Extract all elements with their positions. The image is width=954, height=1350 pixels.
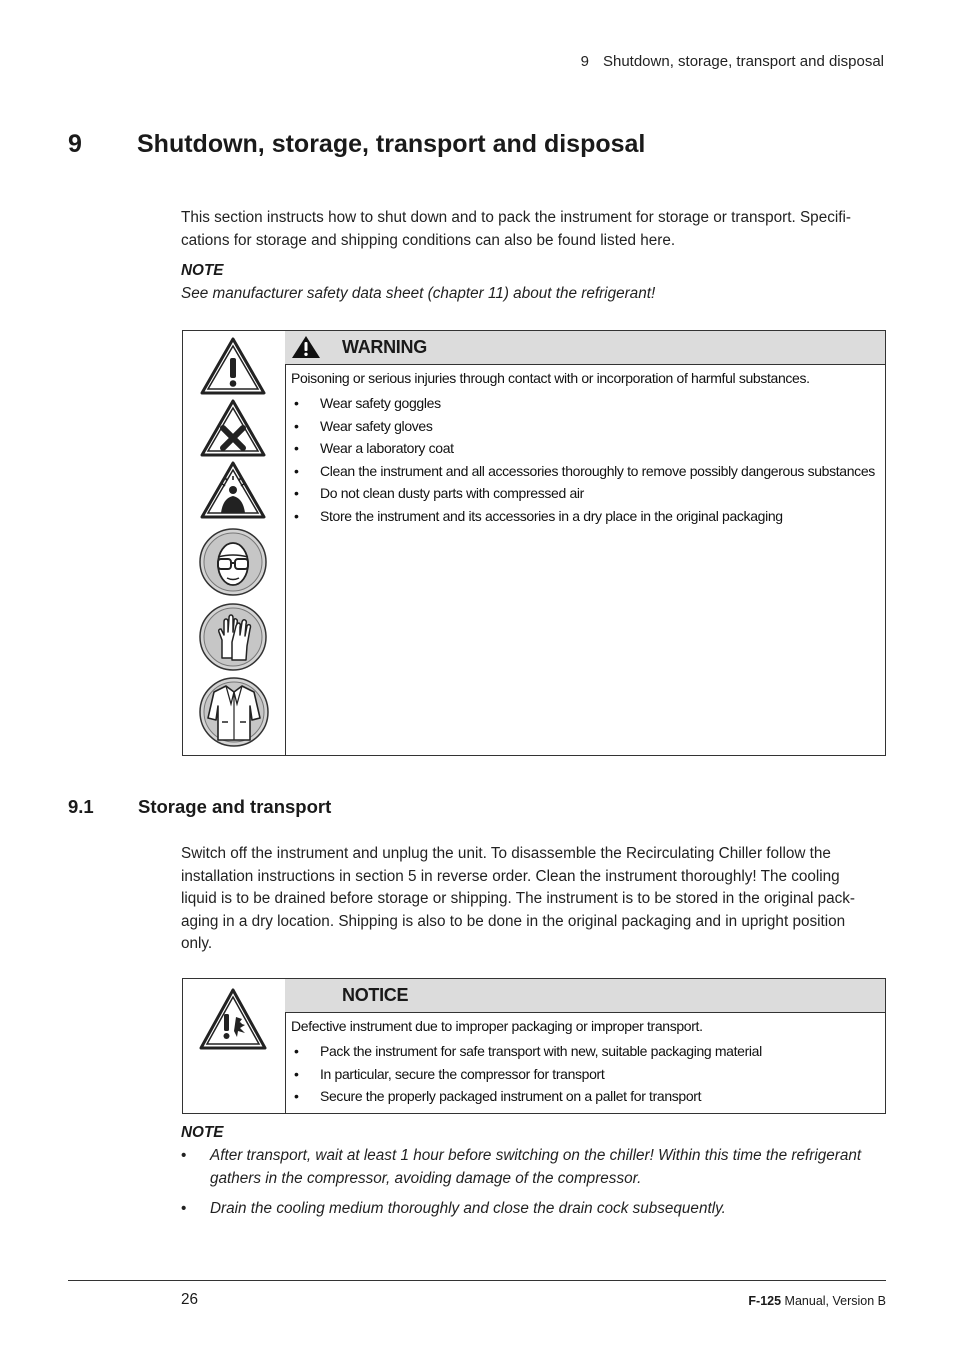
- list-item: • Clean the instrument and all accessories thoroughly to remove possibly dangerous substances: [291, 460, 879, 483]
- notice-box: [182, 978, 886, 1114]
- section-heading: [68, 796, 331, 818]
- chapter-title: Shutdown, storage, transport and disposal: [137, 130, 646, 158]
- warning-header: [285, 331, 885, 365]
- note2-list: [181, 1145, 886, 1229]
- safety-goggles-icon: [198, 527, 268, 597]
- note2-label: NOTE: [181, 1124, 224, 1141]
- harmful-substance-icon: [199, 398, 267, 458]
- lab-coat-icon: [198, 676, 270, 748]
- chapter-number: 9: [68, 130, 82, 158]
- footer-model: F-125: [748, 1294, 782, 1308]
- footer-divider: [68, 1280, 886, 1281]
- notice-header: [285, 979, 885, 1013]
- warning-title: WARNING: [342, 337, 427, 357]
- note-text: See manufacturer safety data sheet (chapter 11) about the refrigerant!: [181, 285, 656, 302]
- footer-doc-title: [748, 1294, 886, 1308]
- warning-box: [182, 330, 886, 756]
- intro-paragraph: This section instructs how to shut down and to pack the instrument for storage or transport. Specifi-cations for storage and shipping conditions can also be found listed here.: [181, 209, 851, 249]
- warning-header-icon: [291, 335, 321, 359]
- list-item: • Do not clean dusty parts with compressed air: [291, 482, 879, 505]
- warning-lead: Poisoning or serious injuries through contact with or incorporation of harmful substances.: [291, 370, 810, 386]
- list-item: • Drain the cooling medium thoroughly and close the drain cock subsequently.: [181, 1200, 726, 1217]
- list-item: • Pack the instrument for safe transport with new, suitable packaging material: [291, 1040, 879, 1063]
- list-item: • Secure the properly packaged instrument on a pallet for transport: [291, 1085, 879, 1108]
- note-label: NOTE: [181, 262, 224, 279]
- list-item: • Store the instrument and its accessories in a dry place in the original packaging: [291, 505, 879, 528]
- list-item: • After transport, wait at least 1 hour before switching on the chiller! Within this time the refrigerant gathers in the compressor, avoiding damage of the compressor.: [181, 1147, 862, 1187]
- warning-content: [291, 367, 879, 527]
- notice-title: NOTICE: [342, 985, 409, 1005]
- list-item: • Wear safety goggles: [291, 392, 879, 415]
- running-head-number: 9: [580, 53, 589, 70]
- notice-lead: Defective instrument due to improper packaging or improper transport.: [291, 1018, 703, 1034]
- note2-item-text: Drain the cooling medium thoroughly and close the drain cock subsequently.: [210, 1200, 726, 1217]
- warning-triangle-icon: [199, 336, 267, 396]
- list-item: • Wear a laboratory coat: [291, 437, 879, 460]
- damage-warning-icon: [198, 987, 268, 1051]
- note2-item-text: After transport, wait at least 1 hour before switching on the chiller! Within this time the refrigerant gathers in the compressor, avoiding damage of the compressor.: [210, 1147, 862, 1187]
- chapter-heading: [68, 130, 645, 159]
- page-number: 26: [181, 1291, 199, 1308]
- running-head: [581, 53, 884, 70]
- warning-icon-column: [183, 331, 286, 755]
- list-item: • In particular, secure the compressor for transport: [291, 1063, 879, 1086]
- section-title: Storage and transport: [138, 796, 332, 817]
- notice-list: [291, 1040, 879, 1108]
- section-number: 9.1: [68, 796, 94, 817]
- explosive-substance-icon: [199, 460, 267, 520]
- safety-gloves-icon: [198, 602, 268, 672]
- running-head-title: Shutdown, storage, transport and disposal: [602, 53, 884, 70]
- footer-doc: Manual, Version B: [784, 1294, 886, 1308]
- notice-content: [291, 1015, 879, 1108]
- section-paragraph: Switch off the instrument and unplug the unit. To disassemble the Recirculating Chiller follow the installation instructions in section 5 in reverse order. Clean the instrument thoroughly! The cooling liquid is to be drained before storage or shipping. The instrument is to be stored in the original pack-aging in a dry location. Shipping is also to be done in the original packaging and in upright position only.: [181, 845, 856, 952]
- notice-icon-column: [183, 979, 286, 1113]
- warning-list: [291, 392, 879, 527]
- list-item: • Wear safety gloves: [291, 415, 879, 438]
